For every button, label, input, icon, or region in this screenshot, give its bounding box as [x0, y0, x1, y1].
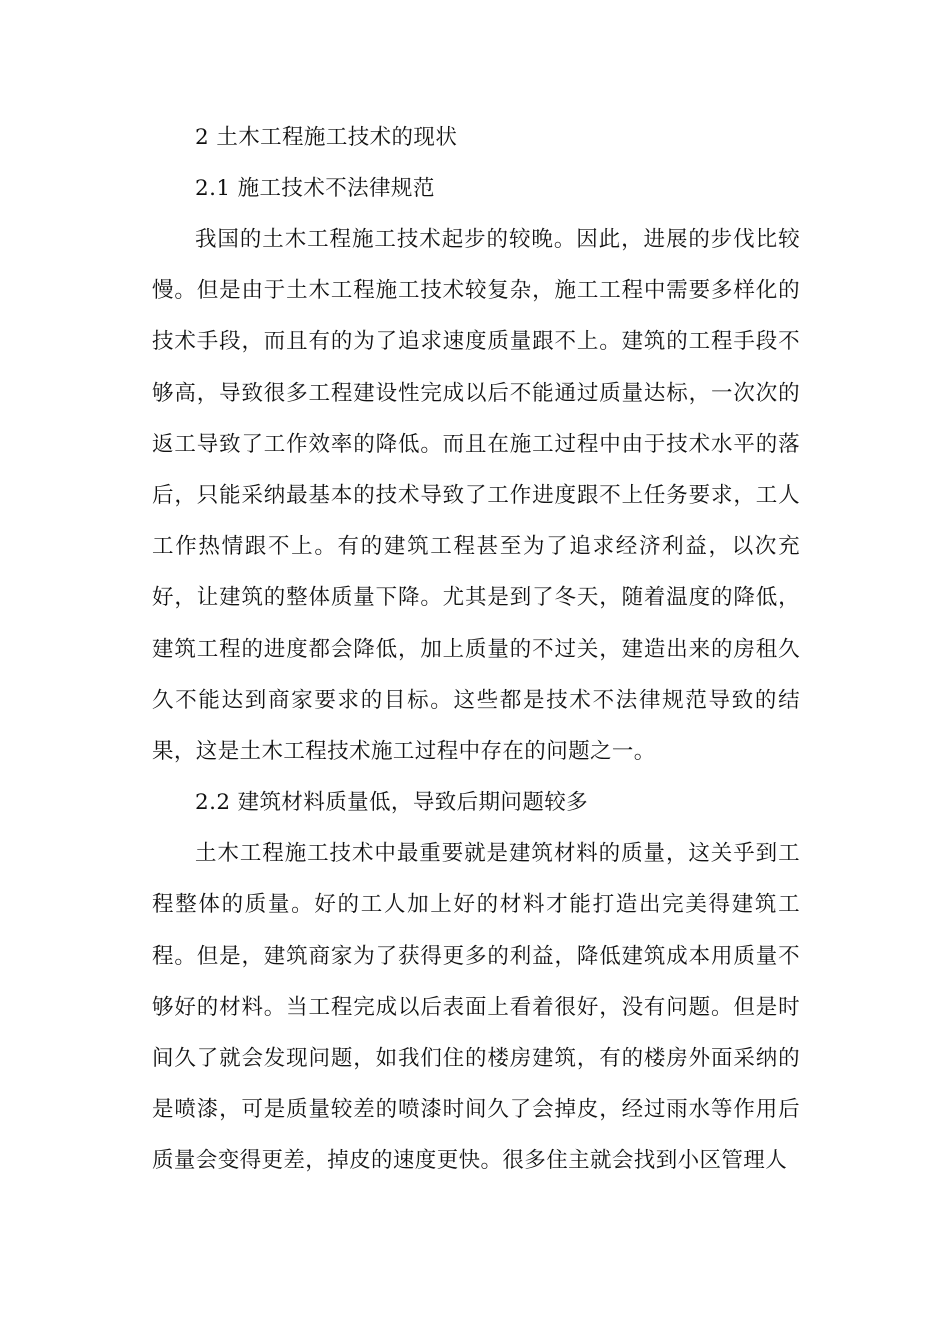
section-heading: 2 土木工程施工技术的现状: [195, 125, 458, 150]
subsection-heading: 2.2 建筑材料质量低，导致后期问题较多: [195, 790, 589, 816]
body-paragraph: 我国的土木工程施工技术起步的较晚。因此，进展的步伐比较慢。但是由于土木工程施工技术较复杂，施工工程中需要多样化的技术手段，而且有的为了追求速度质量跟不上。建筑的工程手段不够高，导致很多工程建设性完成以后不能通过质量达标，一次次的返工导致了工作效率的降低。而且在施工过程中由于技术水平的落后，只能采纳最基本的技术导致了工作进度跟不上任务要求，工人工作热情跟不上。有的建筑工程甚至为了追求经济利益，以次充好，让建筑的整体质量下降。尤其是到了冬天，随着温度的降低，建筑工程的进度都会降低，加上质量的不过关，建造出来的房租久久不能达到商家要求的目标。这些都是技术不法律规范导致的结果，这是土木工程技术施工过程中存在的问题之一。: [152, 227, 800, 765]
body-paragraph: 土木工程施工技术中最重要就是建筑材料的质量，这关乎到工程整体的质量。好的工人加上好的材料才能打造出完美得建筑工程。但是，建筑商家为了获得更多的利益，降低建筑成本用质量不够好的材料。当工程完成以后表面上看着很好，没有问题。但是时间久了就会发现问题，如我们住的楼房建筑，有的楼房外面采纳的是喷漆，可是质量较差的喷漆时间久了会掉皮，经过雨水等作用后质量会变得更差，掉皮的速度更快。很多住主就会找到小区管理人: [152, 841, 800, 1174]
document-body: [152, 112, 800, 1187]
subsection-heading: 2.1 施工技术不法律规范: [195, 176, 435, 201]
